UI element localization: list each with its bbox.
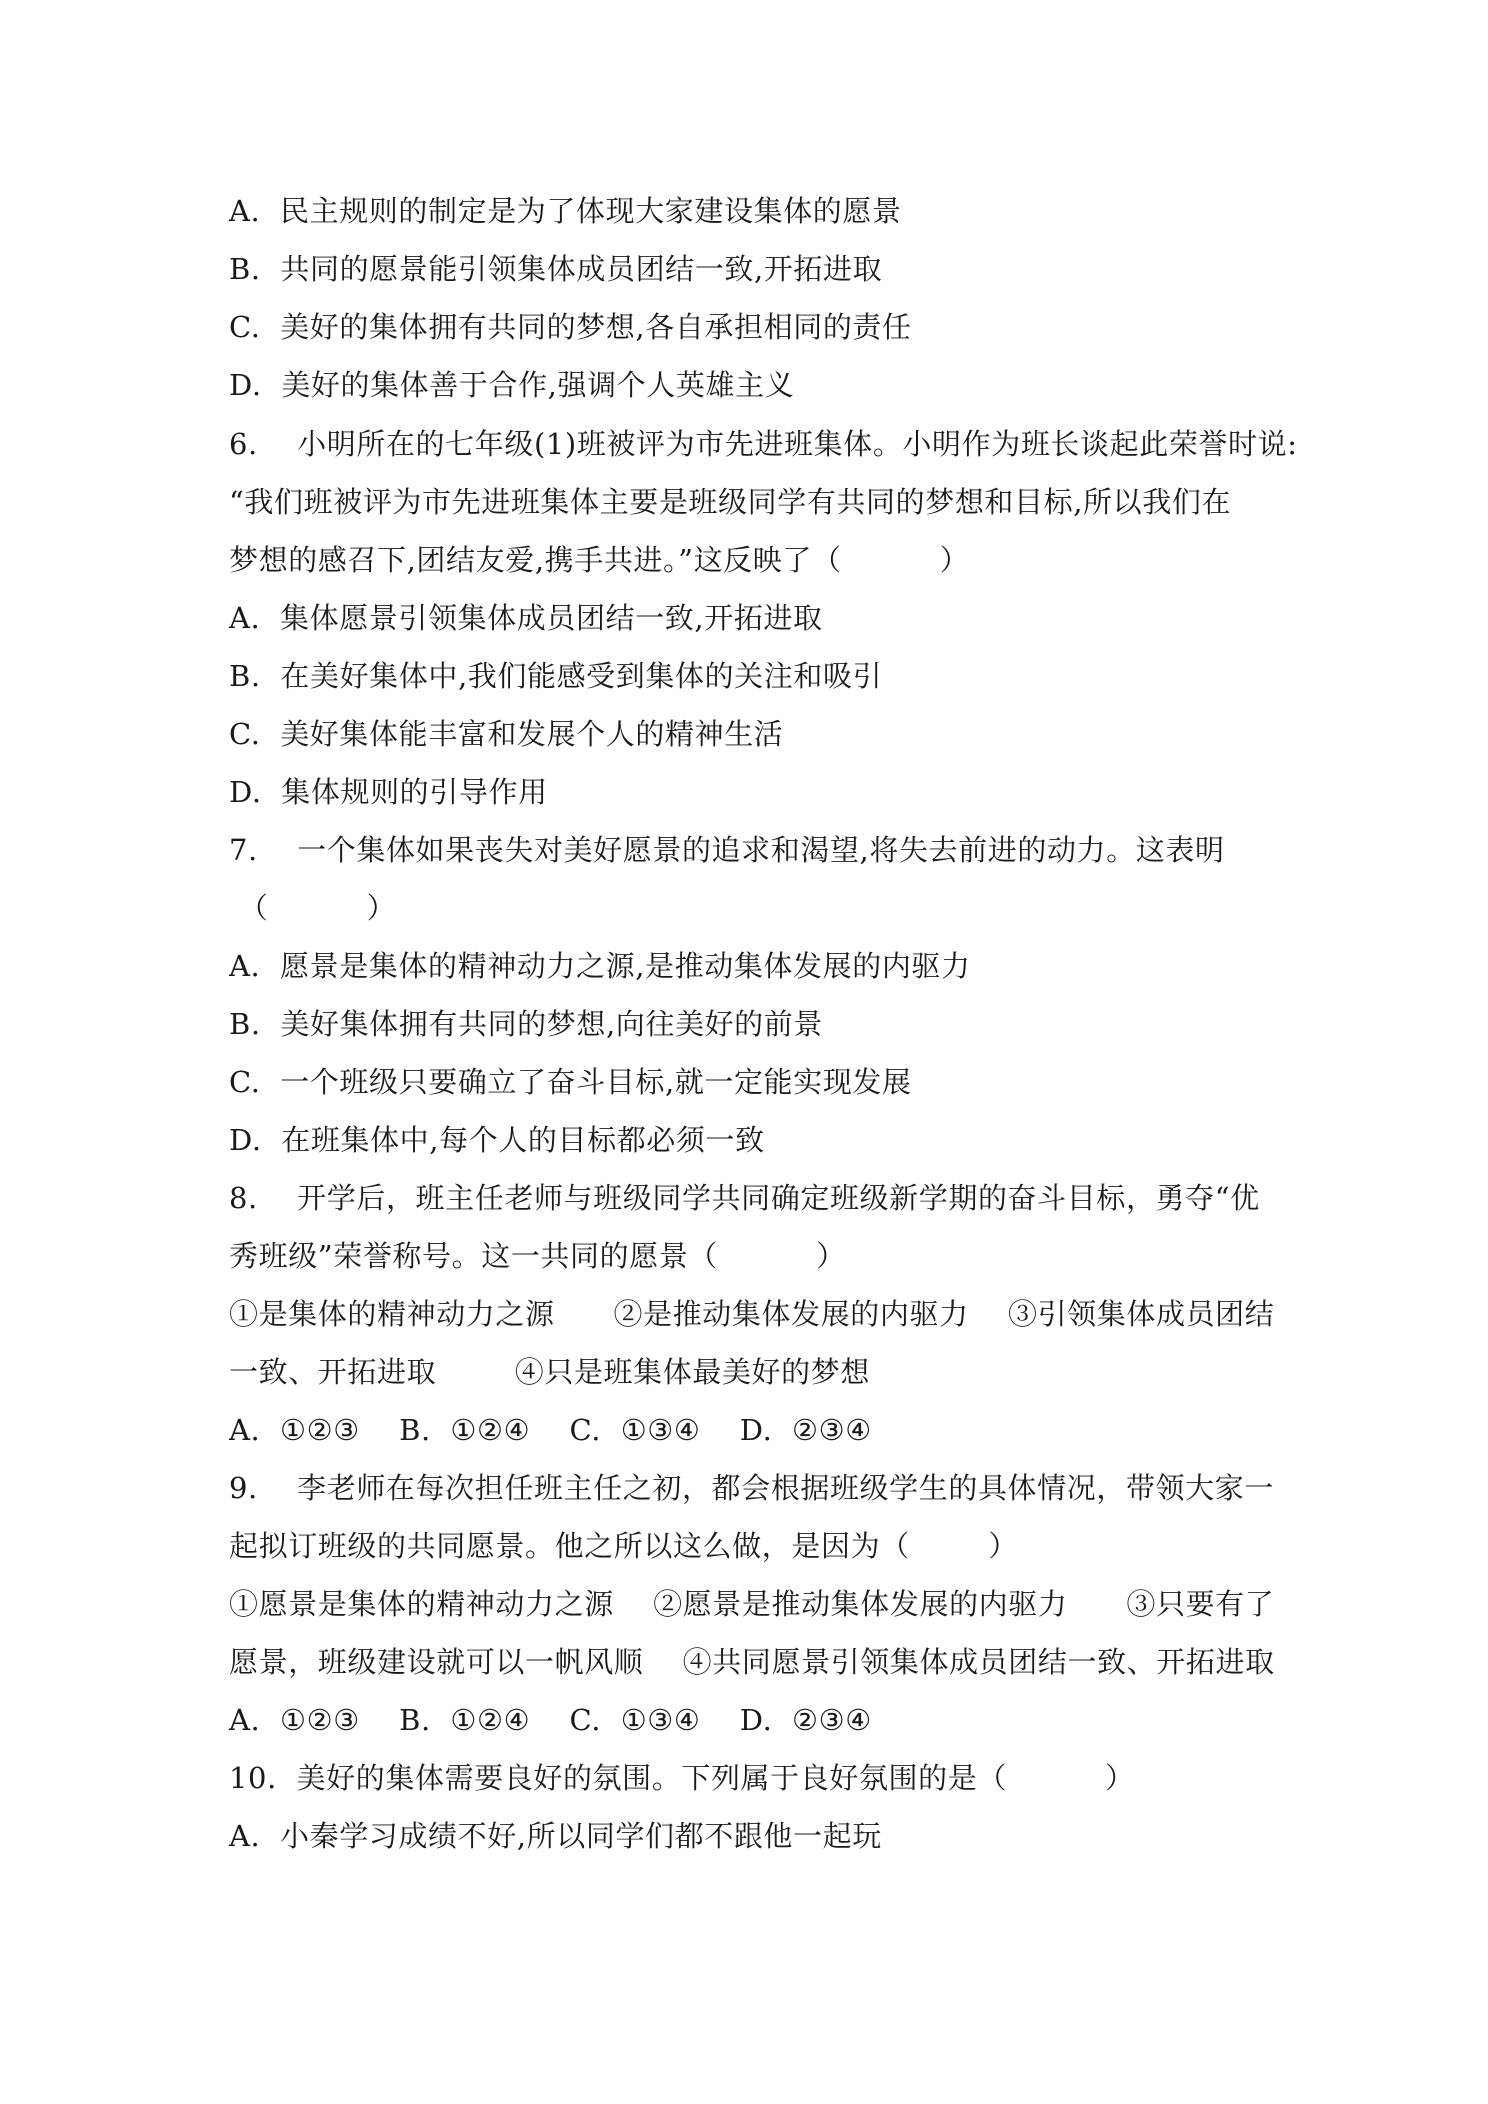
q8-statements-line2: 一致、开拓进取 ④只是班集体最美好的梦想 (229, 1355, 870, 1389)
q6-stem-line2: “我们班被评为市先进班集体主要是班级同学有共同的梦想和目标,所以我们在 (229, 485, 1232, 519)
q8-stem-line1: 8. 开学后，班主任老师与班级同学共同确定班级新学期的奋斗目标，勇夺“优 (229, 1181, 1260, 1215)
q9-options: A. ①②③ B. ①②④ C. ①③④ D. ②③④ (229, 1703, 872, 1737)
q6-option-b: B. 在美好集体中,我们能感受到集体的关注和吸引 (229, 659, 883, 693)
q5-option-a: A. 民主规则的制定是为了体现大家建设集体的愿景 (229, 194, 902, 228)
q8-statements-line1: ①是集体的精神动力之源 ②是推动集体发展的内驱力 ③引领集体成员团结 (229, 1297, 1275, 1331)
q7-option-b: B. 美好集体拥有共同的梦想,向往美好的前景 (229, 1007, 823, 1041)
q5-option-c: C. 美好的集体拥有共同的梦想,各自承担相同的责任 (229, 310, 912, 344)
q6-stem-line3: 梦想的感召下,团结友爱,携手共进。”这反映了（ ） (229, 543, 970, 577)
q5-option-d: D. 美好的集体善于合作,强调个人英雄主义 (229, 368, 795, 402)
q9-statements-line2: 愿景，班级建设就可以一帆风顺 ④共同愿景引领集体成员团结一致、开拓进取 (229, 1645, 1275, 1679)
q7-option-a: A. 愿景是集体的精神动力之源,是推动集体发展的内驱力 (229, 949, 971, 983)
q7-stem-line1: 7. 一个集体如果丧失对美好愿景的追求和渴望,将失去前进的动力。这表明 (229, 833, 1225, 867)
q9-stem-line2: 起拟订班级的共同愿景。他之所以这么做，是因为（ ） (229, 1529, 1018, 1563)
q9-statements-line1: ①愿景是集体的精神动力之源 ②愿景是推动集体发展的内驱力 ③只要有了 (229, 1587, 1275, 1621)
q9-stem-line1: 9. 李老师在每次担任班主任之初，都会根据班级学生的具体情况，带领大家一 (229, 1471, 1274, 1505)
q6-option-c: C. 美好集体能丰富和发展个人的精神生活 (229, 717, 784, 751)
q6-stem-line1: 6. 小明所在的七年级(1)班被评为市先进班集体。小明作为班长谈起此荣誉时说: (229, 427, 1298, 461)
q7-option-d: D. 在班集体中,每个人的目标都必须一致 (229, 1123, 765, 1157)
q6-option-d: D. 集体规则的引导作用 (229, 775, 548, 809)
q6-option-a: A. 集体愿景引领集体成员团结一致,开拓进取 (229, 601, 823, 635)
q10-stem: 10. 美好的集体需要良好的氛围。下列属于良好氛围的是（ ） (229, 1761, 1135, 1795)
q8-stem-line2: 秀班级”荣誉称号。这一共同的愿景（ ） (229, 1239, 846, 1273)
q5-option-b: B. 共同的愿景能引领集体成员团结一致,开拓进取 (229, 252, 883, 286)
q10-option-a: A. 小秦学习成绩不好,所以同学们都不跟他一起玩 (229, 1819, 882, 1853)
q7-stem-line2: （ ） (229, 891, 397, 925)
q7-option-c: C. 一个班级只要确立了奋斗目标,就一定能实现发展 (229, 1065, 912, 1099)
q8-options: A. ①②③ B. ①②④ C. ①③④ D. ②③④ (229, 1413, 872, 1447)
